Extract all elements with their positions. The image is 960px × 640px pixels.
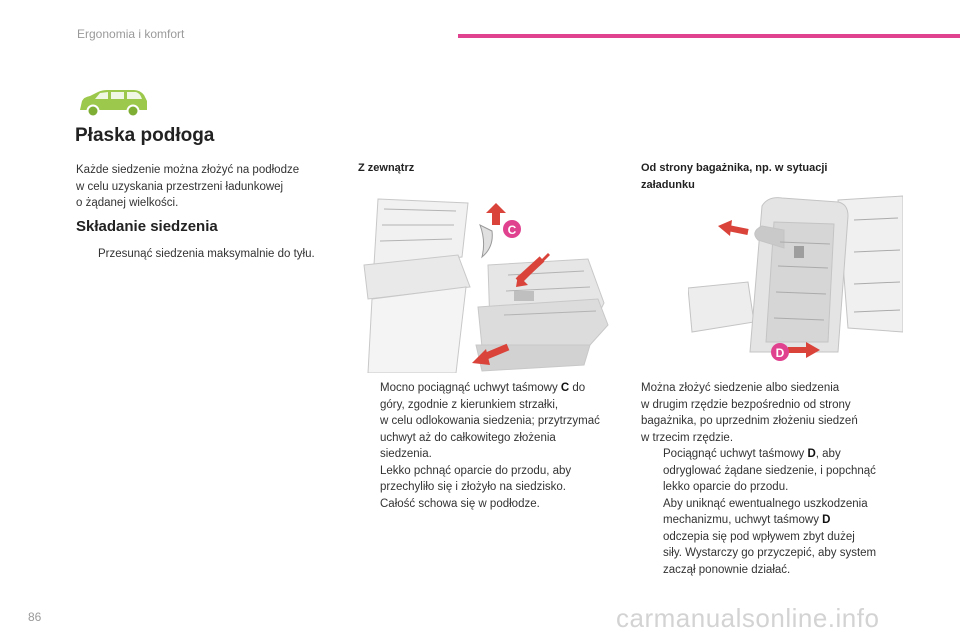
- section-title: Składanie siedzenia: [76, 218, 218, 235]
- trunk-intro-line: Można złożyć siedzenie albo siedzenia: [641, 382, 840, 394]
- strap-label-c: C: [507, 223, 517, 237]
- step-line: przechyliło się i złożyło na siedzisko.: [380, 481, 566, 493]
- step-move-seats: [76, 246, 356, 263]
- step-text: Pociągnąć uchwyt taśmowy D, aby: [663, 448, 841, 460]
- step-line: odryglować żądane siedzenie, i popchnąć: [663, 464, 876, 477]
- bullet-step: [641, 446, 906, 463]
- page-number: 86: [28, 610, 42, 624]
- step-line: zaczął ponownie działać.: [663, 563, 791, 576]
- intro-line: w celu uzyskania przestrzeni ładunkowej: [76, 180, 284, 193]
- step-text: Przesunąć siedzenia maksymalnie do tyłu.: [98, 248, 315, 260]
- seat-fold-outside-illustration: [358, 195, 618, 373]
- step-line: siły. Wystarczy go przyczepić, aby system: [663, 547, 877, 559]
- strap-d-ref: D: [822, 514, 831, 526]
- intro-line: Każde siedzenie można złożyć na podłodze: [76, 164, 300, 176]
- header-accent-bar: [458, 34, 960, 38]
- outside-instructions: [358, 380, 628, 512]
- strap-d-ref: D: [807, 448, 816, 460]
- trunk-intro-line: w trzecim rzędzie.: [641, 431, 734, 444]
- page-title: Płaska podłoga: [75, 125, 215, 146]
- bullet-icon: [76, 246, 98, 263]
- bullet-icon: [358, 380, 380, 397]
- step-line: mechanizmu, uchwyt taśmowy D: [663, 514, 831, 526]
- watermark: carmanualsonline.info: [616, 603, 880, 633]
- trunk-heading-line: Od strony bagażnika, np. w sytuacji: [641, 162, 828, 174]
- step-line: Aby uniknąć ewentualnego uszkodzenia: [663, 497, 868, 510]
- step-line: góry, zgodnie z kierunkiem strzałki,: [380, 398, 559, 411]
- step-line: siedzenia.: [380, 448, 432, 460]
- step-line: uchwyt aż do całkowitego złożenia: [380, 431, 556, 444]
- step-text: Mocno pociągnąć uchwyt taśmowy C do: [380, 382, 586, 394]
- strap-label-d: D: [775, 346, 785, 360]
- bullet-step: [358, 380, 628, 397]
- seat-fold-trunk-illustration: [688, 192, 903, 370]
- intro-text: [76, 162, 346, 212]
- section-header: Ergonomia i komfort: [77, 27, 185, 41]
- step-line: odczepia się pod wpływem zbyt dużej: [663, 530, 855, 543]
- car-icon: [76, 88, 150, 120]
- step-line: w celu odlokowania siedzenia; przytrzymać: [380, 415, 600, 427]
- outside-heading: Z zewnątrz: [358, 162, 415, 174]
- step-line: lekko oparcie do przodu.: [663, 481, 789, 493]
- bullet-icon: [641, 446, 663, 463]
- trunk-intro-line: w drugim rzędzie bezpośrednio od strony: [641, 398, 851, 411]
- trunk-intro-line: bagażnika, po uprzednim złożeniu siedzeń: [641, 415, 858, 427]
- step-line: Całość schowa się w podłodze.: [380, 497, 540, 510]
- strap-c-ref: C: [560, 382, 570, 394]
- trunk-heading-line: załadunku: [641, 179, 695, 191]
- trunk-heading: [641, 160, 881, 194]
- intro-line: o żądanej wielkości.: [76, 197, 179, 209]
- trunk-instructions: [641, 380, 906, 578]
- step-line: Lekko pchnąć oparcie do przodu, aby: [380, 464, 572, 477]
